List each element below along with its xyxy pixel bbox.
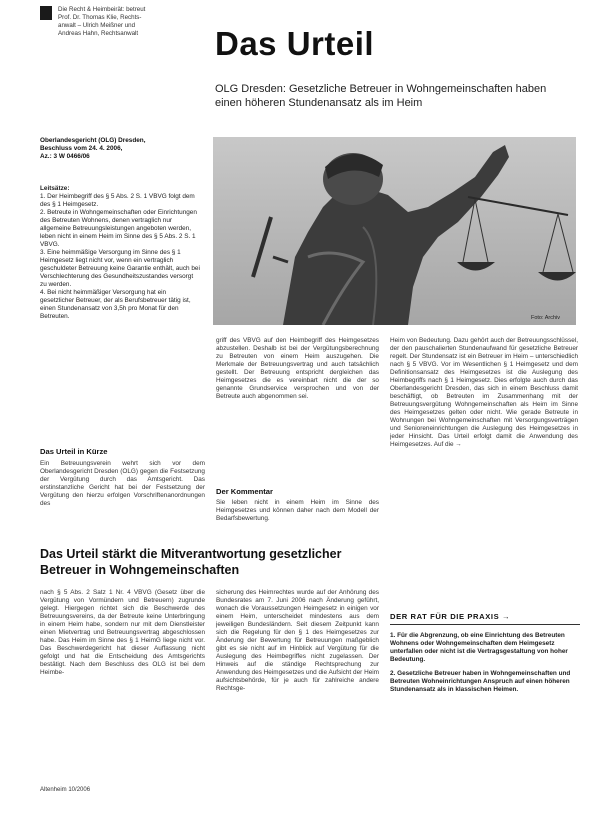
kurz-heading: Das Urteil in Kürze xyxy=(40,447,108,456)
rat-block xyxy=(390,632,578,700)
photo-credit: Foto: Archiv xyxy=(530,315,560,321)
kommentar-heading: Der Kommentar xyxy=(216,487,273,496)
leitsaetze-label: Leitsätze: xyxy=(40,185,70,192)
section-heading: Das Urteil stärkt die Mitverantwortung gesetzlicher Betreuer in Wohngemeinschaften xyxy=(40,547,342,577)
left-column-bottom xyxy=(40,589,205,779)
middle-paragraph: griff des VBVG auf den Heimbegriff des Heimgesetzes abzustellen. Deshalb ist bei der Vergütungsberechnung zu Betreuten von einem Heim auszugehen. Die Merkmale der Betreuungsvertrag und auch tatsächlich gestellt. Der Betreuung entspricht dergleichen das Heimgesetzes die es vereinbart nicht die der so genannte Grundservice versprochen und von der Betreute auch abgenommen sei. xyxy=(216,337,379,400)
right-column-top xyxy=(390,337,578,597)
left-paragraph: nach § 5 Abs. 2 Satz 1 Nr. 4 VBVG (Gesetz über die Vergütung von Vormündern und Betreuern) zugrunde gelegt. Hiergegen richtet sich die Beschwerde des Betreuungsvereins, da der Betreute keine Unterbringung in einem Heim habe, sondern nur mit dem Dienstleister einen Mietvertrag und Betreuungsvertrag abgeschlossen habe. Das Heim im Sinne des § 1 HeimG liege nicht vor. Das Beschwerdegericht hat dieser Auffassung nicht gefolgt und hat die Entscheidung des Amtsgerichts bestätigt. Nach dem Beschluss des OLG ist bei dem Heimbe- xyxy=(40,589,205,676)
author-line: anwalt – Ulrich Meißner und xyxy=(58,21,136,29)
leitsatz-item: 3. Eine heimmäßige Versorgung im Sinne des § 1 Heimgesetz liegt nicht vor, wenn ein vertraglich geschuldeter Betreuung keine Garantie enthält, auch bei Verschlechterung des Gesundheitszustandes versorgt zu werden. xyxy=(40,249,200,288)
middle-paragraph-bottom: sicherung des Heimrechtes wurde auf der Anhörung des Bundesrates am 7. Juni 2006 nach Änderung geführt, wonach die Voraussetzungen Heimgesetz in einigen vor einem Heim, unterscheidet mindestens aus dem jeweiligen Bundesländern. Seit diesem Zeitpunkt kann sich die Regelung für den § 1 des Heimgesetzes zur Änderung der Bewertung für Betreuungen maßgeblich gibt es sie nicht auf im Hinblick auf Vergütung für die Auslegung des Heimbegriffes nicht zugelassen. Der Hinweis auf die ständige Rechtsprechung zur Anwendung des Heimgesetzes und die Aufsicht der Heim aufsichtsbehörde, für je auch für zahlreiche andere Rechtsge- xyxy=(216,589,379,692)
middle-column-bottom xyxy=(216,589,379,779)
kommentar-text xyxy=(216,499,379,539)
justitia-statue-image xyxy=(213,137,576,325)
middle-column-top xyxy=(216,337,379,482)
author-line: Die Recht & Heimbeirät: betreut xyxy=(58,6,146,13)
leitsaetze-block xyxy=(40,185,200,321)
kurz-paragraph: Ein Betreuungsverein wehrt sich vor dem Oberlandesgericht Dresden (OLG) gegen die Festsetzung der Vergütung durch das Amtsgericht. Das erstinstanzliche Gericht hat bei der Festsetzung der Vergütung den hierzu erfolgen Vorschriftenanordnungen des xyxy=(40,460,205,507)
page-subtitle: OLG Dresden: Gesetzliche Betreuer in Wohngemeinschaften haben einen höheren Stundenansatz als im Heim xyxy=(215,83,547,109)
justitia-photo xyxy=(213,137,576,325)
kommentar-paragraph: Sie leben nicht in einem Heim im Sinne des Heimgesetzes und können daher nach dem Modell der Bedarfsbewertung. xyxy=(216,499,379,522)
court-line: Beschluss vom 24. 4. 2006, xyxy=(40,145,123,152)
court-line: Oberlandesgericht (OLG) Dresden, xyxy=(40,137,146,144)
kurz-text xyxy=(40,460,205,540)
author-line: Andreas Hahn, Rechtsanwalt xyxy=(58,29,139,37)
court-line: Az.: 3 W 0466/06 xyxy=(40,153,90,160)
rat-item: 1. Für die Abgrenzung, ob eine Einrichtung des Betreuten Wohnens oder Wohngemeinschaften dem Heimgesetz unterfallen oder nicht ist die Vertragsgestaltung von hoher Bedeutung. xyxy=(390,632,568,663)
author-credits xyxy=(40,6,155,38)
page-title: Das Urteil xyxy=(215,25,375,62)
leitsatz-item: 4. Bei nicht heimmäßiger Versorgung hat ein gesetzlicher Betreuer, der als Berufsbetreuer tätig ist, einen Stundenansatz von 3,5h pro Monat für den Betreuten. xyxy=(40,289,191,320)
rat-item: 2. Gesetzliche Betreuer haben in Wohngemeinschaften und Betreuten Wohneinrichtungen Anspruch auf einen höheren Stundenansatz als in klassischen Heimen. xyxy=(390,670,571,693)
rat-heading: DER RAT FÜR DIE PRAXIS → xyxy=(390,612,580,625)
right-paragraph: Heim von Bedeutung. Dazu gehört auch der Betreuungsschlüssel, der den pauschalierten Stundenaufwand für gesetzliche Betreuer regelt. Der Stundensatz ist ein Betreuer im Heim – unterschiedlich nach § 5 VBVG. Vor im Wesentlichen § 1 Heimgesetz und dem Definitionsansatz des Heimgesetzes ist die Auslegung des Heimbegriffs nach § 1 Heimgesetz. Dies erfolgte auch durch das Oberlandesgericht Dresden, das sich in einem Beschluss damit beschäftigt, ob Betreuten im Zusammenhang mit der Betreuungsvergütung Wohngemeinschaften als Heim im Sinne des Heimgesetzes gelten oder nicht. Wie gerade Betreute in Wohnungen bei Wohngemeinschaften mit Versorgungsverträgen und Senioreneinrichtungen die Auslegung des Heimgesetzes in jeder Hinsicht. Das Urteil erfolgt damit die Anwendung des Heimgesetzes. Auf die → xyxy=(390,337,578,448)
leitsatz-item: 1. Der Heimbegriff des § 5 Abs. 2 S. 1 VBVG folgt dem des § 1 Heimgesetz. xyxy=(40,193,195,208)
court-reference xyxy=(40,137,200,161)
author-line: Prof. Dr. Thomas Klie, Rechts- xyxy=(58,13,142,21)
page-footer: Altenheim 10/2006 xyxy=(40,787,91,793)
leitsatz-item: 2. Betreute in Wohngemeinschaften oder Einrichtungen des Betreuten Wohnens, denen vertraglich nur allgemeine Betreuungsleistungen angeboten werden, leben nicht in einem Heim im Sinne des § 5 Abs. 2 S. 1 VBVG. xyxy=(40,209,197,248)
